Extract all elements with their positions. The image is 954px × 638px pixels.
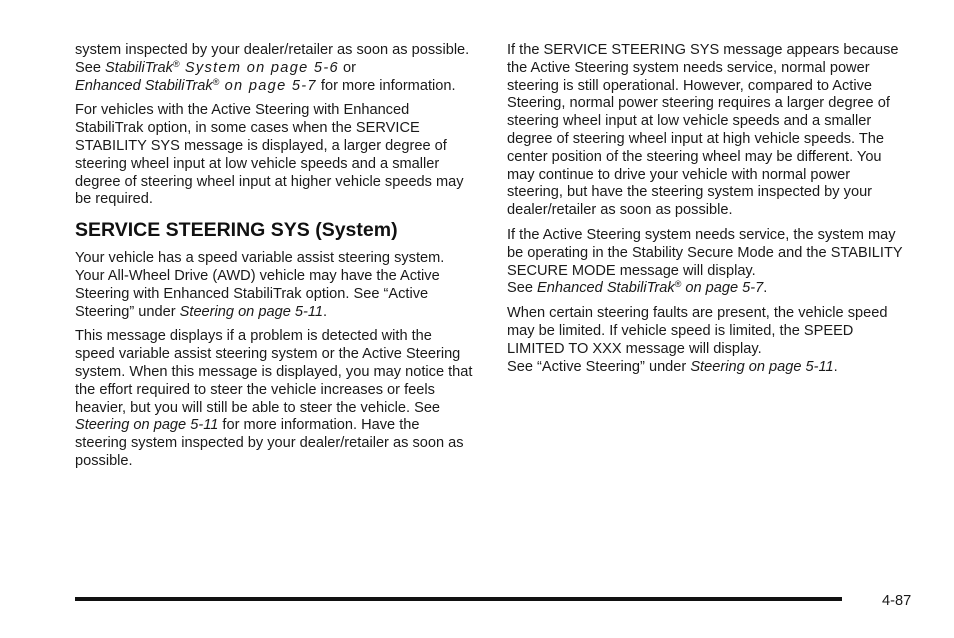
paragraph-stability-secure: If the Active Steering system needs service, the system may be operating in the Stability Secure Mode and the STABILITY SECURE MODE message will display. See Enhanced StabiliTrak® on page 5-7. <box>507 226 903 297</box>
paragraph-normal-power-steering: If the SERVICE STEERING SYS message appears because the Active Steering system needs service, normal power steering is still operational. However, compared to Active Steering, normal power steering requires a larger degree of steering wheel input at low vehicle speeds and a smaller degree of steering wheel input at high vehicle speeds. The center position of the steering wheel may be different. You may continue to drive your vehicle with normal power steering, but have the steering system inspected by your dealer/retailer as soon as possible. <box>507 42 899 219</box>
link-enhanced-stabilitrak[interactable]: Enhanced StabiliTrak® on page 5-7 <box>75 76 317 94</box>
page-number: 4-87 <box>882 593 912 609</box>
left-column <box>75 42 475 478</box>
paragraph-speed-variable: Your vehicle has a speed variable assist steering system. Your All-Wheel Drive (AWD) vehicle may have the Active Steering with Enhanced StabiliTrak option. See “Active Steering” under Steering on page 5-11. <box>75 250 445 320</box>
link-steering[interactable]: Steering on page 5-11 <box>179 303 323 320</box>
section-heading: SERVICE STEERING SYS (System) <box>75 219 398 242</box>
link-steering-2[interactable]: Steering on page 5-11 <box>75 417 219 434</box>
footer-rule <box>75 597 842 601</box>
link-enhanced-stabilitrak-2[interactable]: Enhanced StabiliTrak® on page 5-7 <box>537 279 764 297</box>
paragraph-active-steering-enhanced: For vehicles with the Active Steering with Enhanced StabiliTrak option, in some cases when the SERVICE STABILITY SYS message is displayed, a larger degree of steering wheel input at low vehicle speeds and a smaller degree of steering wheel input at higher vehicle speeds may be required. <box>75 102 464 208</box>
paragraph-speed-limited: When certain steering faults are present, the vehicle speed may be limited. If vehicle speed is limited, the SPEED LIMITED TO XXX message will display. See “Active Steering” under Steering on page 5-11. <box>507 305 888 375</box>
paragraph-message-displays: This message displays if a problem is detected with the speed variable assist steering system or the Active Steering system. When this message is displayed, you may notice that the effort required to steer the vehicle increases or feels heavier, but you will still be able to steer the vehicle. See Steering on page 5-11 for more information. Have the steering system inspected by your dealer/retailer as soon as possible. <box>75 328 473 469</box>
paragraph-stabilitrak-ref: system inspected by your dealer/retailer as soon as possible. See StabiliTrak® System on page 5-6 or Enhanced StabiliTrak® on page 5-7 for more information. <box>75 42 470 94</box>
link-stabilitrak[interactable]: StabiliTrak® System on page 5-6 <box>105 58 339 76</box>
link-steering-3[interactable]: Steering on page 5-11 <box>690 358 834 375</box>
right-column <box>507 42 907 383</box>
